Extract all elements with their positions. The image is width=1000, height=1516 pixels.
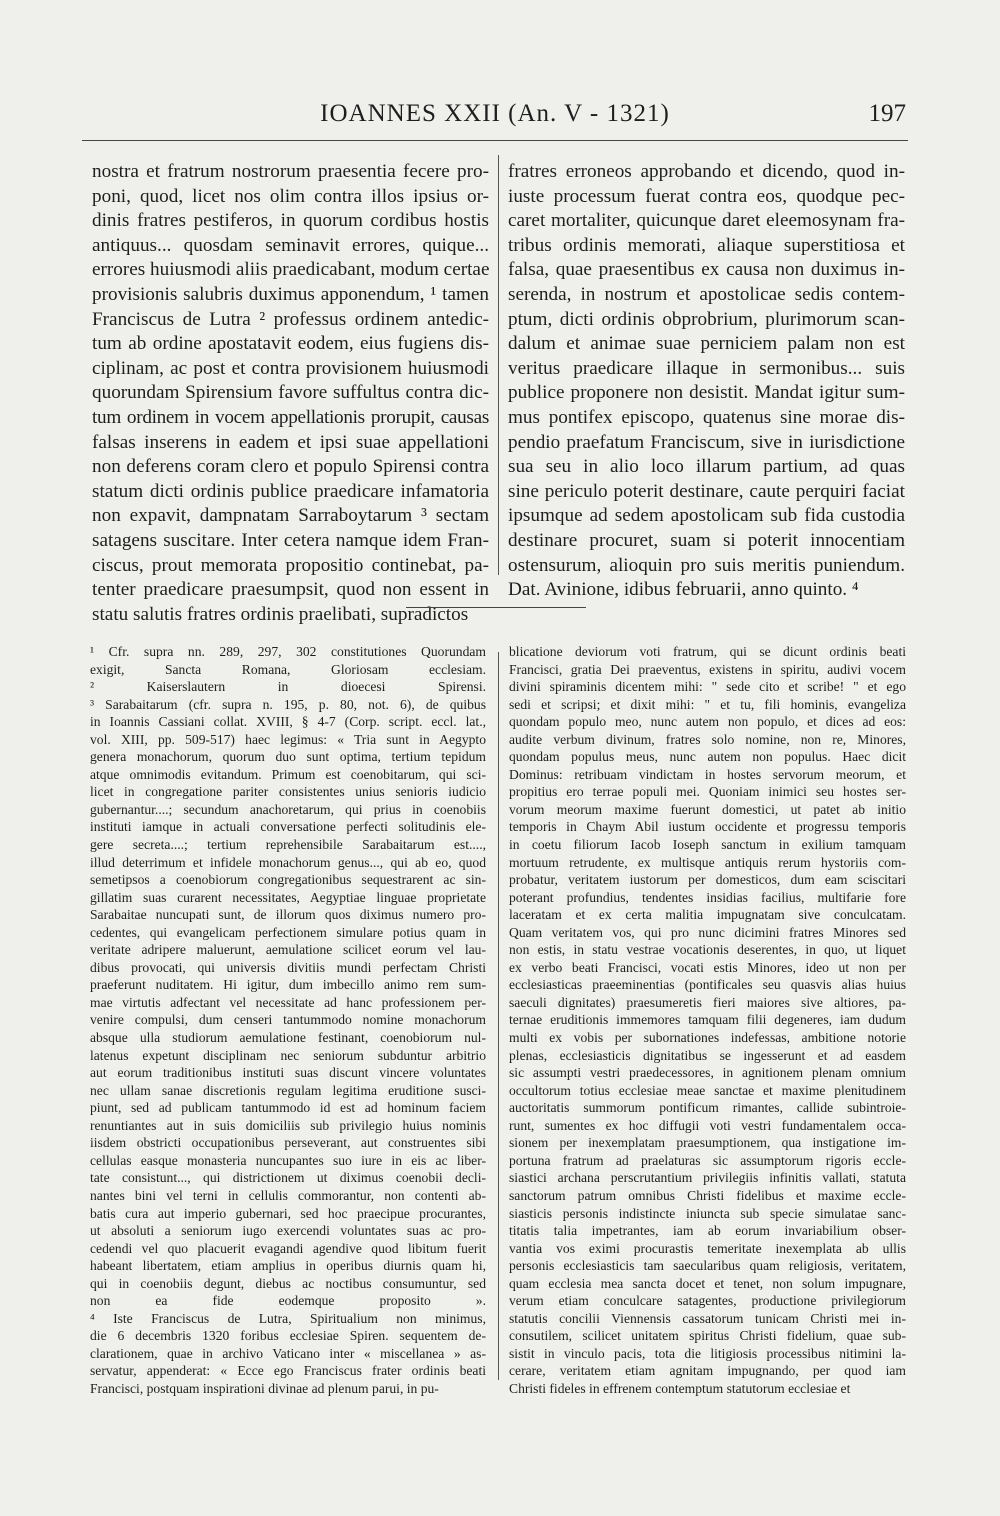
footnote-line: renuntiantes aut in suis domiciliis sub privilegio huius nominis — [90, 1117, 486, 1133]
footnote-line: auctoritatis summorum pontificum rimantes, callide subintroie- — [509, 1100, 906, 1116]
main-text-line: dalum et animae suae perniciem palam non est — [508, 333, 905, 355]
footnote-line: absque ulla studiorum aemulatione festinant, coenobiorum nul- — [90, 1030, 486, 1046]
footnotes-right-column — [509, 643, 906, 1398]
main-text-line: Franciscus de Lutra ² professus ordinem antedic- — [92, 308, 489, 330]
footnote-line: consutilem, scilicet unitatem spiritus Christi fidelium, quae sub- — [509, 1328, 906, 1344]
footnote-line: propitius ero terrae populi mei. Quoniam inimici seu hostes ser- — [509, 784, 906, 800]
footnote-line: licet in congregatione pariter consistentes unius senioris iudicio — [90, 784, 486, 800]
main-text-line: antiquus... quosdam seminavit errores, quique... — [92, 234, 489, 256]
main-text-line: publice proponere non desistit. Mandat igitur sum- — [508, 382, 905, 404]
footnote-line: atque omnimodis evitandum. Primum est coenobitarum, qui sci- — [90, 766, 486, 782]
footnote-line: siastici archana perscrutantium privilegiis infinitis vallati, statuta — [509, 1170, 906, 1186]
main-text-line: sua seu in alio loco illarum partium, ad quas — [508, 456, 905, 478]
main-text-line: provisionis salubris duximus apponendum, ¹ tamen — [92, 283, 489, 305]
footnote-line: verum etiam conculcare satagentes, productione privilegiorum — [509, 1293, 906, 1309]
footnote-line: mae virtutis adfectant vel necessitate ad hanc professionem per- — [90, 994, 486, 1010]
footnote-line: plenas, ecclesiasticis dignitatibus se ingesserunt et ad easdem — [509, 1047, 906, 1063]
footnote-line: siasticis personis indistincte iniuncta sub specie simulatae sanc- — [509, 1205, 906, 1221]
footnote-line: Dominus: retribuam vindictam in hostes servorum meorum, et — [509, 766, 906, 782]
footnote-line: piunt, sed ad publicam tantummodo id est ad hominum faciem — [90, 1100, 486, 1116]
footnote-line: dibus provocati, qui universis divitiis mundi perfectam Christi — [90, 959, 486, 975]
main-text-line: tribus ordinis memorati, aliaque superstitiosa et — [508, 234, 905, 256]
footnote-line: cedendi vel quo placuerit evagandi agendive quod libitum fuerit — [90, 1240, 486, 1256]
footnote-line: cellulas easque monasteria nuncupantes suo iure in eis ac liber- — [90, 1152, 486, 1168]
footnote-line: clarationem, quae in archivo Vaticano inter « miscellanea » as- — [90, 1345, 486, 1361]
footnote-line: cerare, veritatem etiam agnitam impugnando, per quod iam — [509, 1363, 906, 1379]
column-divider — [498, 155, 499, 575]
footnote-line: audite verbum divinum, fratres solo nomine, non re, Minores, — [509, 731, 906, 747]
footnote-line: poterant profundius, tendentes insidias facilius, multifarie fore — [509, 889, 906, 905]
footnote-line: temporis in Chaym Abil iustum occidente et progressu temporis — [509, 819, 906, 835]
main-text-line: ostensurum, alioquin pro suis meritis puniendum. — [508, 554, 905, 576]
main-text-line: pendio praefatum Franciscum, sive in iurisdictione — [508, 431, 905, 453]
main-text-line: dinis fratres pestiferos, in quorum cordibus hostis — [92, 210, 489, 232]
footnote-line: statutis concilii Viennensis cassatorum tunicam Christi mei in- — [509, 1310, 906, 1326]
footnote-line: mortuum retrudente, ex multisque antiquis rerum hystoriis com- — [509, 854, 906, 870]
main-text-line: iuste processum fuerat contra eos, quodque pec- — [508, 185, 905, 207]
main-text-line: falsas inserens in eadem et ipsi suae appellationi — [92, 431, 489, 453]
page-header — [82, 100, 908, 140]
main-text-line: caret mortaliter, quicunque daret eleemosynam fra- — [508, 210, 905, 232]
footnote-line: vantia vos eximi procurastis temeritate inexemplata ab ullis — [509, 1240, 906, 1256]
footnote-line: runt, sumentes ex hoc diffugii voti vestri fundamentalem occa- — [509, 1117, 906, 1133]
footnote-line: gubernantur....; secundum anachoretarum, qui prius in coenobiis — [90, 801, 486, 817]
footnote-line: semetipsos a coenobiorum congregationibus sequestrarent ac sin- — [90, 872, 486, 888]
main-text-line: destinare procuret, suam si poterit innocentiam — [508, 529, 905, 551]
footnote-line: ex verbo beati Francisci, vocati estis Minores, ideo ut non per — [509, 959, 906, 975]
footnote-line: Christi fideles in effrenem contemptum statutorum ecclesiae et — [509, 1380, 851, 1396]
footnote-line: saeculi dignitates) praesumeretis fieri maiores sive altiores, pa- — [509, 994, 906, 1010]
footnote-line: iisdem obstricti occupationibus perseverant, aut construentes sibi — [90, 1135, 486, 1151]
footnote-line: sic assumpti vestri praedecessores, in agnitionem plenam omnium — [509, 1065, 906, 1081]
main-text-line: non deferens coram clero et populo Spirensi contra — [92, 456, 489, 478]
page-number: 197 — [868, 100, 906, 127]
footnote-line: multi ex vobis per subornationes indefessas, ambitione notorie — [509, 1030, 906, 1046]
main-text-line: statu salutis fratres ordinis praelibati, supradictos — [92, 603, 469, 625]
main-text-line: falsa, quae praesentibus ex causa non duximus in- — [508, 259, 905, 281]
footnote-line: ut absoluti a seniorum iugo exercendi voluntates suas ac pro- — [90, 1223, 486, 1239]
footnote-line: blicatione deviorum voti fratrum, qui se dicunt ordinis beati — [509, 644, 906, 659]
running-title: IOANNES XXII (An. V - 1321) — [320, 100, 670, 127]
footnote-line: laceratam et ex certa malitia impugnatam sive conculcatam. — [509, 907, 906, 923]
footnote-line: quam ecclesia mea sancta docet et tenet, non solum impugnare, — [509, 1275, 906, 1291]
footnote-line: sedi et scripsi; et dixit mihi: " et tu, fili hominis, evangeliza — [509, 696, 906, 712]
footnote-line: nantes bini vel terni in cellulis commorantur, non contenti ab- — [90, 1187, 486, 1203]
footnote-line: ¹ Cfr. supra nn. 289, 297, 302 constitutiones Quorundam — [90, 644, 486, 659]
main-text-line: satagens suscitare. Inter cetera namque idem Fran- — [92, 529, 489, 551]
main-text-line: statum dicti ordinis publice praedicare infamatoria — [92, 480, 489, 502]
main-text-line: ptum, dicti ordinis obprobrium, plurimorum scan- — [508, 308, 905, 330]
footnote-line: batis cura aut imperio gubernari, sed hoc praecipue procurantes, — [90, 1205, 486, 1221]
footnote-line: vol. XIII, pp. 509-517) haec legimus: « Tria sunt in Aegypto — [90, 731, 486, 747]
footnotes-left-column — [90, 643, 486, 1398]
footnote-line: portuna fratrum ad praelaturas sic assumptorum rigoris eccle- — [509, 1152, 906, 1168]
footnote-line: non estis, in statu vestrae vocationis deserentes, in quo, ut liquet — [509, 942, 906, 958]
footnote-line: veritate adripere maluerunt, aemulatione scilicet eorum vel lau- — [90, 942, 486, 958]
footnote-line: sanctorum patrum omnibus Christi fidelibus et maxime eccle- — [509, 1187, 906, 1203]
footnote-line: quondam populus meus, nunc autem non populus. Haec dicit — [509, 749, 906, 765]
footnote-line: gillatim suas curarent necessitates, Aegyptiae linguae proprietate — [90, 889, 486, 905]
footnote-line: ² Kaiserslautern in dioecesi Spirensi. — [90, 679, 486, 695]
footnote-line: Francisci, postquam inspirationi divinae ad plenum parui, in pu- — [90, 1380, 439, 1396]
footnote-line: instituti iamque in actuali conversatione perfecti solitudinis ele- — [90, 819, 486, 835]
footnote-line: nec ullam sanae discretionis regulam legitima eruditione susci- — [90, 1082, 486, 1098]
footnote-line: tate consistunt..., qui districtionem ut diximus coenobii decli- — [90, 1170, 486, 1186]
main-text-line: tum ab ordine apostatavit eodem, eius fugiens dis- — [92, 333, 489, 355]
main-text-line: ipsumque ad sedem apostolicam sub fida custodia — [508, 505, 905, 527]
main-text-line: tum ordinem in vocem appellationis prorupit, causas — [92, 406, 489, 428]
main-text-line: ciplinam, ac post et contra provisionem huiusmodi — [92, 357, 489, 379]
footnote-line: sionem per inexemplatam praesumptionem, qua instigatione im- — [509, 1135, 906, 1151]
footnote-line: in Ioannis Cassiani collat. XVIII, § 4-7 (Corp. script. eccl. lat., — [90, 714, 486, 730]
footnote-line: personis ecclesiasticis tam saecularibus quam religiosis, veritatem, — [509, 1258, 906, 1274]
main-text-line: mus pontifex episcopo, quatenus sine morae dis- — [508, 406, 905, 428]
main-text-left-column — [92, 160, 489, 627]
footnote-line: die 6 decembris 1320 foribus ecclesiae Spiren. sequentem de- — [90, 1328, 486, 1344]
main-text-line: errores huiusmodi aliis praedicabant, modum certae — [92, 259, 490, 281]
main-text-line: fratres erroneos approbando et dicendo, quod in- — [508, 161, 905, 182]
footnote-line: Quam veritatem vos, qui pro nunc dicimini fratres Minores sed — [509, 924, 906, 940]
main-text-line: Dat. Avinione, idibus februarii, anno quinto. ⁴ — [508, 579, 859, 601]
footnote-line: quondam populo meo, nunc autem non populo, et dices ad eos: — [509, 714, 906, 730]
footnote-line: habeant libertatem, etiam amplius in operibus diurnis quam hi, — [90, 1258, 486, 1274]
footnote-line: occultorum totius ecclesiae meae sanctae et maxime plenitudinem — [509, 1082, 906, 1098]
footnote-line: non ea fide eodemque proposito ». — [90, 1293, 486, 1309]
header-rule — [82, 140, 908, 141]
main-text-line: ciscus, prout memorata propositio continebat, pa- — [92, 554, 489, 576]
main-text-line: poni, quod, licet nos olim contra illos ipsius or- — [92, 185, 489, 207]
main-text-line: tenter praedicare praesumpsit, quod non essent in — [92, 579, 489, 601]
footnote-line: cedentes, qui evangelicam perfectionem simulare potius quam in — [90, 924, 486, 940]
footnote-line: Sarabaitae nuncupati sunt, de illorum quos diximus numero pro- — [90, 907, 486, 923]
footnote-line: venire compulsi, dum censeri tantummodo nomine monachorum — [90, 1012, 486, 1028]
footnote-line: ⁴ Iste Franciscus de Lutra, Spiritualium non minimus, — [90, 1310, 486, 1326]
main-text-line: quorundam Spirensium favore suffultus contra dic- — [92, 382, 489, 404]
footnote-line: gere secreta....; tertium reprehensibile Sarabaitarum est...., — [90, 837, 486, 853]
footnote-line: aut eorum traditionibus instituti suas discunt vincere voluntates — [90, 1065, 486, 1081]
footnote-line: genera monachorum, quorum duo sunt optima, tertium tepidum — [90, 749, 486, 765]
footnote-line: ternae eruditionis immemores tamquam filii degeneres, iam dudum — [509, 1012, 906, 1028]
main-text-line: serenda, in nostrum et apostolicae sedis contem- — [508, 283, 905, 305]
main-text-line: nostra et fratrum nostrorum praesentia fecere pro- — [92, 161, 489, 182]
footnote-line: in coetu filiorum Iacob Ioseph sanctum in exilium tamquam — [509, 837, 906, 853]
footnote-line: ecclesiasticas praeeminentias (pontificales seu quasvis alias huius — [509, 977, 906, 993]
main-text-line: veritus praedicare illaque in sermonibus... suis — [508, 357, 905, 379]
footnote-line: ³ Sarabaitarum (cfr. supra n. 195, p. 80, not. 6), de quibus — [90, 696, 486, 712]
footnote-line: servatur, appenderat: « Ecce ego Franciscus frater ordinis beati — [90, 1363, 486, 1379]
footnote-line: probatur, veritatem iustorum per domesticos, dum eam sciscitari — [509, 872, 906, 888]
footnote-rule — [406, 607, 586, 608]
footnote-line: vorum meorum maxime fuerunt domestici, ut patet ab initio — [509, 801, 906, 817]
footnote-line: latenus expetunt disciplinam nec seniorum subduntur arbitrio — [90, 1047, 486, 1063]
footnote-line: divini spiraminis dicentem mihi: " sede cito et scribe! " et ego — [509, 679, 906, 695]
footnote-line: titatis talia impetrantes, iam ab eorum invariabilium obser- — [509, 1223, 906, 1239]
main-text-line: non expavit, dampnatam Sarraboytarum ³ sectam — [92, 505, 489, 527]
footnote-line: Francisci, gratia Dei praeventus, existens in spiritu, audivi vocem — [509, 661, 906, 677]
footnote-line: sistit in vinculo pacis, tota die litigiosis processibus nitimini la- — [509, 1345, 906, 1361]
main-text-line: sine periculo poterit destinare, caute perquiri faciat — [508, 480, 905, 502]
footnote-line: illud deterrimum et infidele monachorum genus..., qui ab eo, quod — [90, 854, 486, 870]
footnote-column-divider — [498, 652, 499, 1380]
main-text-right-column — [508, 160, 905, 603]
footnote-line: praeferunt nuditatem. Hi igitur, dum imbecillo animo rem sum- — [90, 977, 486, 993]
footnote-line: qui in coenobiis degunt, diebus ac noctibus consumuntur, sed — [90, 1275, 486, 1291]
footnote-line: exigit, Sancta Romana, Gloriosam ecclesiam. — [90, 661, 486, 677]
